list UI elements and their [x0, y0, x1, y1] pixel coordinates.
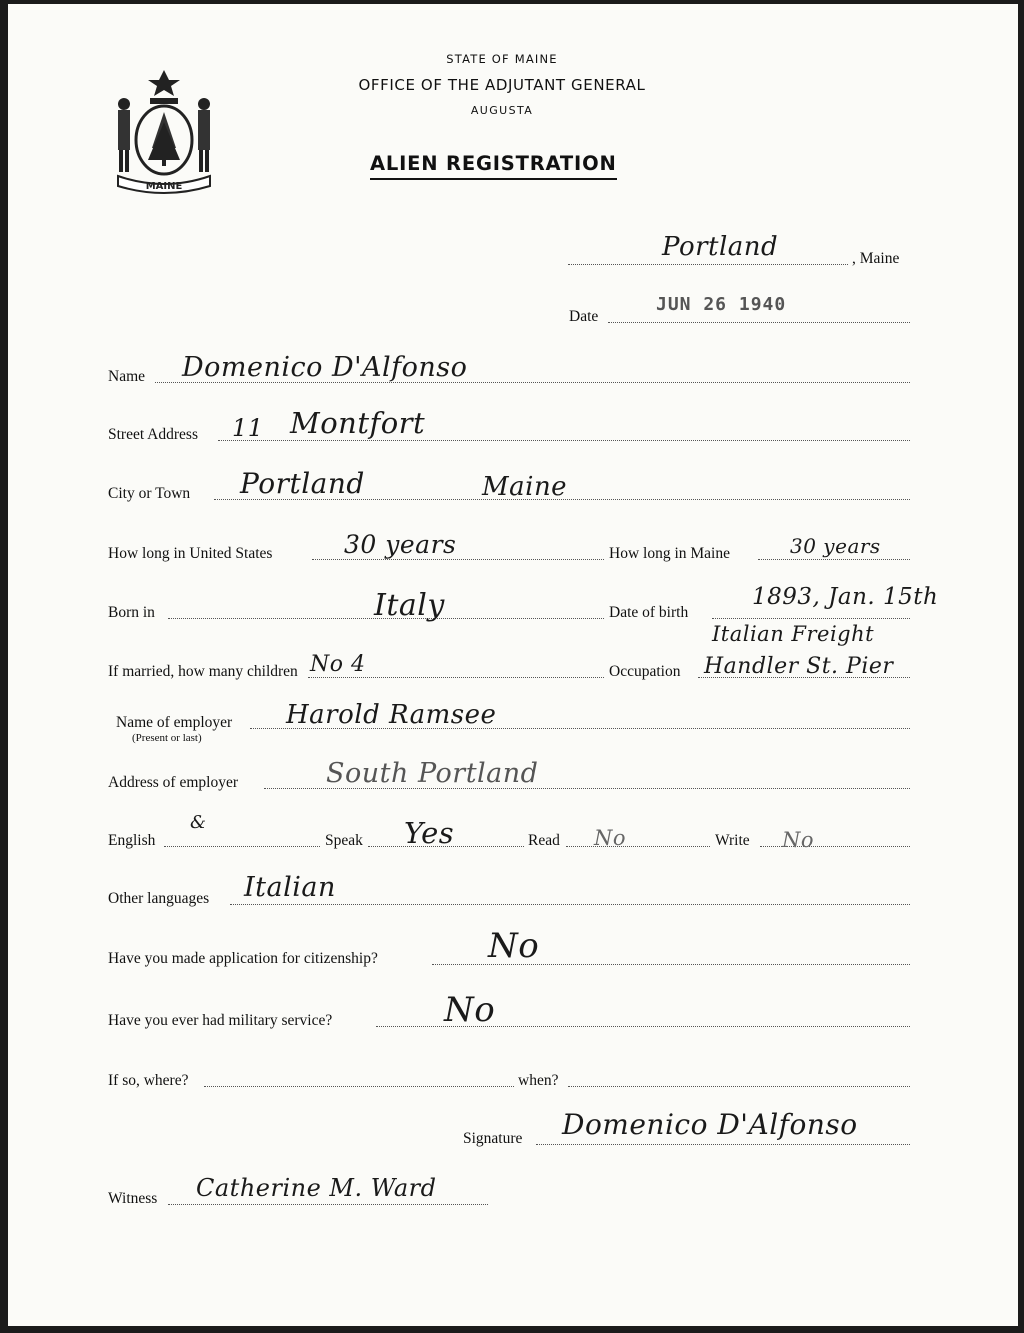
- form-title: ALIEN REGISTRATION: [370, 152, 617, 180]
- date-of-birth-value[interactable]: 1893, Jan. 15th: [752, 584, 939, 610]
- occupation-note-value[interactable]: Italian Freight: [712, 622, 875, 646]
- signature-label: Signature: [463, 1130, 523, 1147]
- speak-value[interactable]: Yes: [404, 816, 455, 850]
- date-stamp[interactable]: JUN 26 1940: [656, 294, 787, 315]
- how-long-us-value[interactable]: 30 years: [344, 530, 457, 559]
- employer-address-value[interactable]: South Portland: [326, 758, 539, 789]
- witness-value[interactable]: Catherine M. Ward: [196, 1174, 437, 1202]
- how-long-us-label: How long in United States: [108, 545, 273, 562]
- state-value[interactable]: Maine: [482, 472, 568, 502]
- occupation-label: Occupation: [609, 663, 681, 680]
- citizenship-label: Have you made application for citizenship?: [108, 950, 378, 967]
- maine-label: , Maine: [852, 250, 900, 267]
- employer-sublabel: (Present or last): [132, 732, 202, 744]
- signature-value[interactable]: Domenico D'Alfonso: [562, 1108, 858, 1141]
- other-languages-label: Other languages: [108, 890, 210, 907]
- header-office: OFFICE OF THE ADJUTANT GENERAL: [358, 76, 646, 94]
- street-number-value[interactable]: 11: [232, 414, 264, 442]
- how-long-maine-label: How long in Maine: [609, 545, 730, 562]
- street-label: Street Address: [108, 426, 198, 443]
- english-mark[interactable]: &: [190, 812, 207, 833]
- read-label: Read: [528, 832, 560, 849]
- town-value[interactable]: Portland: [662, 232, 779, 262]
- city-value[interactable]: Portland: [240, 467, 365, 500]
- header-city: AUGUSTA: [470, 104, 534, 117]
- date-label: Date: [569, 308, 599, 325]
- write-value[interactable]: No: [782, 828, 815, 852]
- citizenship-value[interactable]: No: [488, 926, 540, 966]
- when-label: when?: [518, 1072, 559, 1089]
- write-label: Write: [715, 832, 750, 849]
- street-name-value[interactable]: Montfort: [290, 406, 426, 440]
- occupation-value[interactable]: Handler St. Pier: [704, 654, 894, 679]
- children-value[interactable]: No 4: [310, 652, 366, 677]
- seal-motto: MAINE: [145, 181, 183, 192]
- english-label: English: [108, 832, 156, 849]
- employer-label: Name of employer: [116, 714, 233, 731]
- if-so-where-label: If so, where?: [108, 1072, 189, 1089]
- employer-address-label: Address of employer: [108, 774, 238, 791]
- military-value[interactable]: No: [444, 990, 496, 1030]
- children-label: If married, how many children: [108, 663, 298, 680]
- born-in-label: Born in: [108, 604, 155, 621]
- name-value[interactable]: Domenico D'Alfonso: [182, 352, 468, 383]
- name-label: Name: [108, 368, 146, 385]
- city-label: City or Town: [108, 485, 191, 502]
- how-long-maine-value[interactable]: 30 years: [790, 534, 881, 558]
- read-value[interactable]: No: [594, 826, 627, 850]
- speak-label: Speak: [325, 832, 363, 849]
- other-languages-value[interactable]: Italian: [244, 872, 336, 903]
- header-state: STATE OF MAINE: [446, 52, 558, 66]
- military-label: Have you ever had military service?: [108, 1012, 333, 1029]
- employer-value[interactable]: Harold Ramsee: [286, 700, 497, 730]
- date-of-birth-label: Date of birth: [609, 604, 689, 621]
- witness-label: Witness: [108, 1190, 158, 1207]
- born-in-value[interactable]: Italy: [374, 588, 445, 623]
